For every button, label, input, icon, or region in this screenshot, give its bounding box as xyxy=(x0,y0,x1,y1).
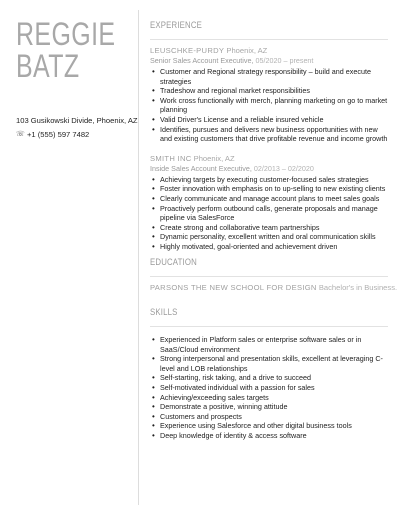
job-2-header xyxy=(150,154,388,163)
list-item: • Foster innovation with emphasis on to up-selling to new existing clients xyxy=(160,184,388,194)
job-1-bullets xyxy=(150,67,388,144)
job-2 xyxy=(150,154,388,252)
list-item: • Work cross functionally with merch, planning marketing on go to market planning xyxy=(160,96,388,115)
list-item: • Self-motivated individual with a passion for sales xyxy=(160,383,388,393)
job-1-role: Senior Sales Account Executive, xyxy=(150,56,254,65)
list-item: • Dynamic personality, excellent written and oral communication skills xyxy=(160,232,388,242)
last-name: BATZ xyxy=(16,48,80,84)
experience-title: EXPERIENCE xyxy=(150,20,203,30)
job-1-company: LEUSCHKE-PURDY xyxy=(150,46,225,55)
address-text: 103 Gusikowski Divide, Phoenix, AZ xyxy=(16,115,138,125)
job-2-dates: 02/2013 – 02/2020 xyxy=(253,163,314,173)
education-section xyxy=(150,257,398,292)
phone-text: +1 (555) 597 7482 xyxy=(27,129,90,139)
list-item: • Demonstrate a positive, winning attitude xyxy=(160,402,388,412)
job-1-dates: 05/2020 – present xyxy=(255,56,314,65)
column-divider xyxy=(138,10,139,505)
education-degree: Bachelor's in Business. xyxy=(318,283,398,292)
candidate-name xyxy=(16,16,116,84)
list-item: • Achieving targets by executing customer-focused sales strategies xyxy=(160,175,388,185)
list-item: • Create strong and collaborative team partnerships xyxy=(160,223,388,233)
list-item: • Experienced in Platform sales or enterprise software sales or in SaaS/Cloud environment xyxy=(160,335,388,354)
job-1 xyxy=(150,46,388,144)
list-item: • Deep knowledge of identity & access software xyxy=(160,431,388,441)
experience-section xyxy=(150,20,388,252)
skills-title: SKILLS xyxy=(150,307,178,317)
skills-section xyxy=(150,307,388,441)
phone-icon: ☏ xyxy=(16,131,25,138)
skills-list xyxy=(150,335,388,441)
list-item: • Valid Driver's License and a reliable insured vehicle xyxy=(160,115,388,125)
list-item: • Strong interpersonal and presentation skills, excellent at leveraging C-level and LOB relationships xyxy=(160,354,388,373)
list-item: • Achieving/exceeding sales targets xyxy=(160,393,388,403)
list-item: • Customers and prospects xyxy=(160,412,388,422)
list-item: • Identifies, pursues and delivers new business opportunities with new and existing customers that drive profitable revenue and income growth xyxy=(160,125,388,144)
job-2-subheader xyxy=(150,164,388,173)
skills-rule xyxy=(150,326,388,327)
phone-row xyxy=(16,127,138,141)
experience-rule xyxy=(150,39,388,40)
contact-info xyxy=(16,113,138,141)
list-item: • Highly motivated, goal-oriented and achievement driven xyxy=(160,242,388,252)
education-entry xyxy=(150,283,398,292)
job-2-bullets xyxy=(150,175,388,252)
job-2-location: Phoenix, AZ xyxy=(193,153,235,163)
job-1-header xyxy=(150,46,388,55)
list-item: • Customer and Regional strategy responsibility – build and execute strategies xyxy=(160,67,388,86)
list-item: • Tradeshow and regional market responsibilities xyxy=(160,86,388,96)
list-item: • Clearly communicate and manage account plans to meet sales goals xyxy=(160,194,388,204)
job-1-subheader xyxy=(150,56,388,65)
list-item: • Self-starting, risk taking, and a drive to succeed xyxy=(160,373,388,383)
job-2-company: SMITH INC xyxy=(150,153,192,163)
address-row xyxy=(16,113,138,127)
education-title: EDUCATION xyxy=(150,257,197,267)
list-item: • Experience using Salesforce and other digital business tools xyxy=(160,421,388,431)
education-school: PARSONS THE NEW SCHOOL FOR DESIGN xyxy=(150,283,317,292)
job-1-location: Phoenix, AZ xyxy=(226,46,268,55)
education-rule xyxy=(150,276,388,277)
job-2-role: Inside Sales Account Executive, xyxy=(150,163,252,173)
first-name: REGGIE xyxy=(16,16,116,52)
list-item: • Proactively perform outbound calls, generate proposals and manage pipeline via SalesForce xyxy=(160,204,388,223)
